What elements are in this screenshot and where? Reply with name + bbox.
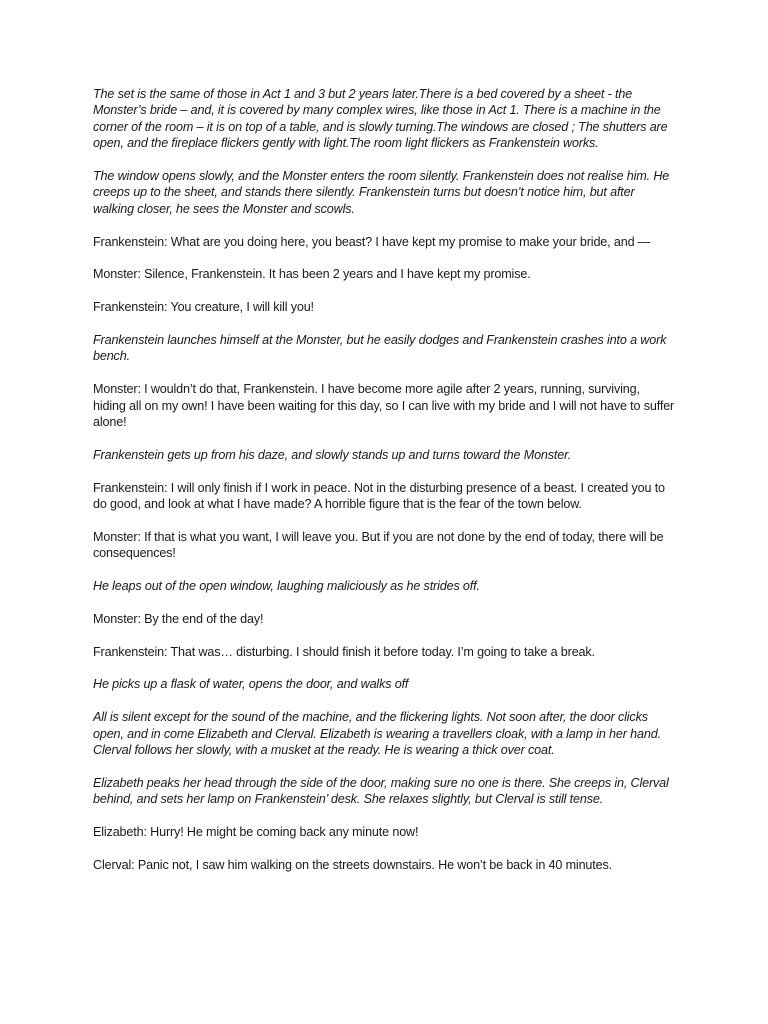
dialogue-line: Monster: If that is what you want, I will leave you. But if you are not done by the end of today, there will be consequences! — [93, 529, 664, 561]
dialogue-line: Elizabeth: Hurry! He might be coming back any minute now! — [93, 825, 419, 840]
dialogue-line: Monster: Silence, Frankenstein. It has been 2 years and I have kept my promise. — [93, 267, 531, 282]
dialogue-line: Clerval: Panic not, I saw him walking on the streets downstairs. He won’t be back in 40 minutes. — [93, 857, 612, 872]
dialogue-line: Frankenstein: That was… disturbing. I should finish it before today. I’m going to take a break. — [93, 644, 595, 659]
stage-direction: All is silent except for the sound of the machine, and the flickering lights. Not soon after, the door clicks open, and in come Elizabeth and Clerval. Elizabeth is wearing a travellers cloak, with a lamp in her hand. Clerval follows her slowly, with a musket at the ready. He is wearing a thick over coat. — [93, 710, 661, 758]
dialogue-line: Frankenstein: What are you doing here, you beast? I have kept my promise to make your bride, and — — [93, 234, 651, 249]
script-body — [93, 86, 675, 890]
stage-direction: The window opens slowly, and the Monster enters the room silently. Frankenstein does not realise him. He creeps up to the sheet, and stands there silently. Frankenstein turns but doesn’t notice him, but after walking closer, he sees the Monster and scowls. — [93, 169, 670, 216]
dialogue-line: Frankenstein: I will only finish if I work in peace. Not in the disturbing presence of a beast. I created you to do good, and look at what I have made? A horrible figure that is the fear of the town below. — [93, 480, 665, 512]
dialogue-line: Frankenstein: You creature, I will kill you! — [93, 300, 314, 315]
stage-direction: He picks up a flask of water, opens the door, and walks off — [93, 677, 409, 692]
stage-direction: He leaps out of the open window, laughing maliciously as he strides off. — [93, 579, 480, 594]
stage-direction: The set is the same of those in Act 1 and 3 but 2 years later.There is a bed covered by a sheet - the Monster’s bride – and, it is covered by many complex wires, like those in Act 1. There is a machine in the corner of the room – it is on top of a table, and is slowly turning.The windows are closed ; The shutters are open, and the fireplace flickers gently with light.The room light flickers as Frankenstein works. — [93, 87, 668, 151]
dialogue-line: Monster: By the end of the day! — [93, 611, 264, 626]
stage-direction: Frankenstein gets up from his daze, and slowly stands up and turns toward the Monster. — [93, 447, 572, 462]
stage-direction: Elizabeth peaks her head through the side of the door, making sure no one is there. She creeps in, Clerval behind, and sets her lamp on Frankenstein’ desk. She relaxes slightly, but Clerval is still tense. — [93, 775, 669, 807]
stage-direction: Frankenstein launches himself at the Monster, but he easily dodges and Frankenstein crashes into a work bench. — [93, 333, 667, 364]
dialogue-line: Monster: I wouldn’t do that, Frankenstein. I have become more agile after 2 years, running, surviving, hiding all on my own! I have been waiting for this day, so I can live with my bride and I will not have to suffer alone! — [93, 382, 675, 430]
